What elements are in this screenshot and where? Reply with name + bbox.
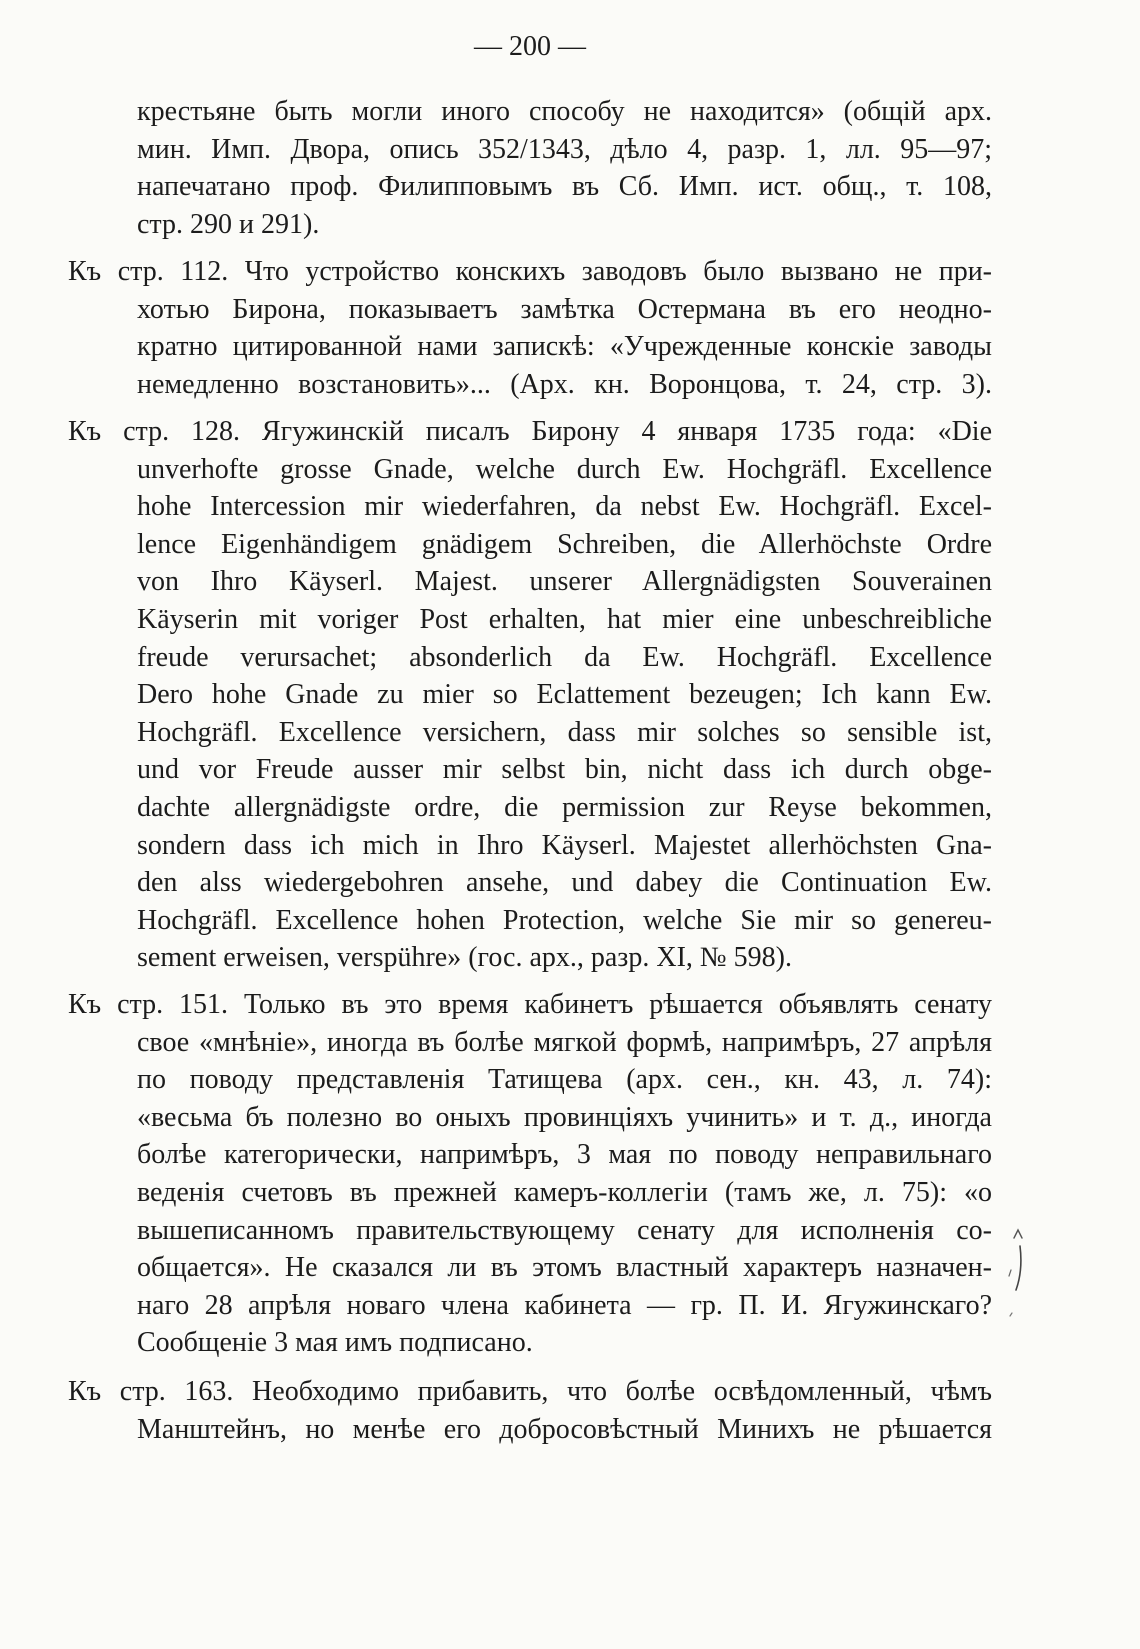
- text-line: hohe Intercession mir wiederfahren, da nebst Ew. Hochgräfl. Excel-: [137, 491, 992, 523]
- text-line: dachte allergnädigste ordre, die permission zur Reyse bekommen,: [137, 791, 992, 823]
- text-line: напечатано проф. Филипповымъ въ Сб. Имп. ист. общ., т. 108,: [137, 171, 992, 203]
- note-page-112: [68, 253, 992, 403]
- text-line: Къ стр. 151. Только въ это время кабинетъ рѣшается объявлять сенату: [68, 989, 992, 1020]
- margin-pencil-mark: [1004, 1224, 1036, 1320]
- text-line: мин. Имп. Двора, опись 352/1343, дѣло 4, разр. 1, лл. 95—97;: [137, 133, 992, 165]
- note-page-128: [68, 413, 992, 977]
- text-line: «весьма бъ полезно во оныхъ провинціяхъ учинить» и т. д., иногда: [137, 1101, 992, 1133]
- text-line: кратно цитированной нами запискѣ: «Учрежденные конскіе заводы: [137, 331, 992, 363]
- text-line: Сообщеніе 3 мая имъ подписано.: [137, 1327, 533, 1359]
- text-line: von Ihro Käyserl. Majest. unserer Allergnädigsten Souverainen: [137, 566, 992, 598]
- note-page-151: [68, 986, 992, 1362]
- text-line: und vor Freude ausser mir selbst bin, nicht dass ich durch obge-: [137, 754, 992, 786]
- text-line: sondern dass ich mich in Ihro Käyserl. Majestet allerhöchsten Gna-: [137, 829, 992, 861]
- text-line: Къ стр. 128. Ягужинскій писалъ Бирону 4 января 1735 года: «Die: [68, 416, 992, 447]
- text-line: lence Eigenhändigem gnädigem Schreiben, die Allerhöchste Ordre: [137, 528, 992, 560]
- page-number: — 200 —: [474, 31, 586, 62]
- text-line: веденія счетовъ въ прежней камеръ-коллегіи (тамъ же, л. 75): «о: [137, 1176, 992, 1208]
- text-line: Käyserin mit voriger Post erhalten, hat mier eine unbeschreibliche: [137, 603, 992, 635]
- text-line: крестьяне быть могли иного способу не находится» (общій арх.: [137, 96, 992, 127]
- text-line: стр. 290 и 291).: [137, 208, 320, 240]
- text-line: Dero hohe Gnade zu mier so Eclattement bezeugen; Ich kann Ew.: [137, 679, 992, 711]
- text-line: den alss wiedergebohren ansehe, und dabey die Continuation Ew.: [137, 867, 992, 899]
- text-line: немедленно возстановить»... (Арх. кн. Воронцова, т. 24, стр. 3).: [137, 368, 992, 400]
- text-line: sement erweisen, verspühre» (гос. арх., разр. XI, № 598).: [137, 942, 792, 974]
- text-line: хотью Бирона, показываетъ замѣтка Остермана въ его неодно-: [137, 293, 992, 325]
- text-line: Къ стр. 112. Что устройство конскихъ заводовъ было вызвано не при-: [68, 256, 992, 287]
- text-line: по поводу представленія Татищева (арх. сен., кн. 43, л. 74):: [137, 1064, 992, 1096]
- note-continuation: [68, 93, 992, 243]
- text-line: свое «мнѣніе», иногда въ болѣе мягкой формѣ, напримѣръ, 27 апрѣля: [137, 1026, 992, 1058]
- text-line: болѣе категорически, напримѣръ, 3 мая по поводу неправильнаго: [137, 1139, 992, 1171]
- text-line: Hochgräfl. Excellence versichern, dass mir solches so sensible ist,: [137, 716, 992, 748]
- text-line: unverhofte grosse Gnade, welche durch Ew. Hochgräfl. Excellence: [137, 453, 992, 485]
- text-line: наго 28 апрѣля новаго члена кабинета — гр. П. И. Ягужинскаго?: [137, 1289, 992, 1321]
- text-line: freude verursachet; absonderlich da Ew. Hochgräfl. Excellence: [137, 641, 992, 673]
- text-line: Къ стр. 163. Необходимо прибавить, что болѣе освѣдомленный, чѣмъ: [68, 1376, 992, 1407]
- note-page-163: [68, 1373, 992, 1448]
- text-line: Манштейнъ, но менѣе его добросовѣстный Минихъ не рѣшается: [137, 1413, 992, 1445]
- text-line: общается». Не сказался ли въ этомъ властный характеръ назначен-: [137, 1252, 992, 1284]
- text-line: Hochgräfl. Excellence hohen Protection, welche Sie mir so genereu-: [137, 904, 992, 936]
- text-line: вышеписанномъ правительствующему сенату для исполненія со-: [137, 1214, 992, 1246]
